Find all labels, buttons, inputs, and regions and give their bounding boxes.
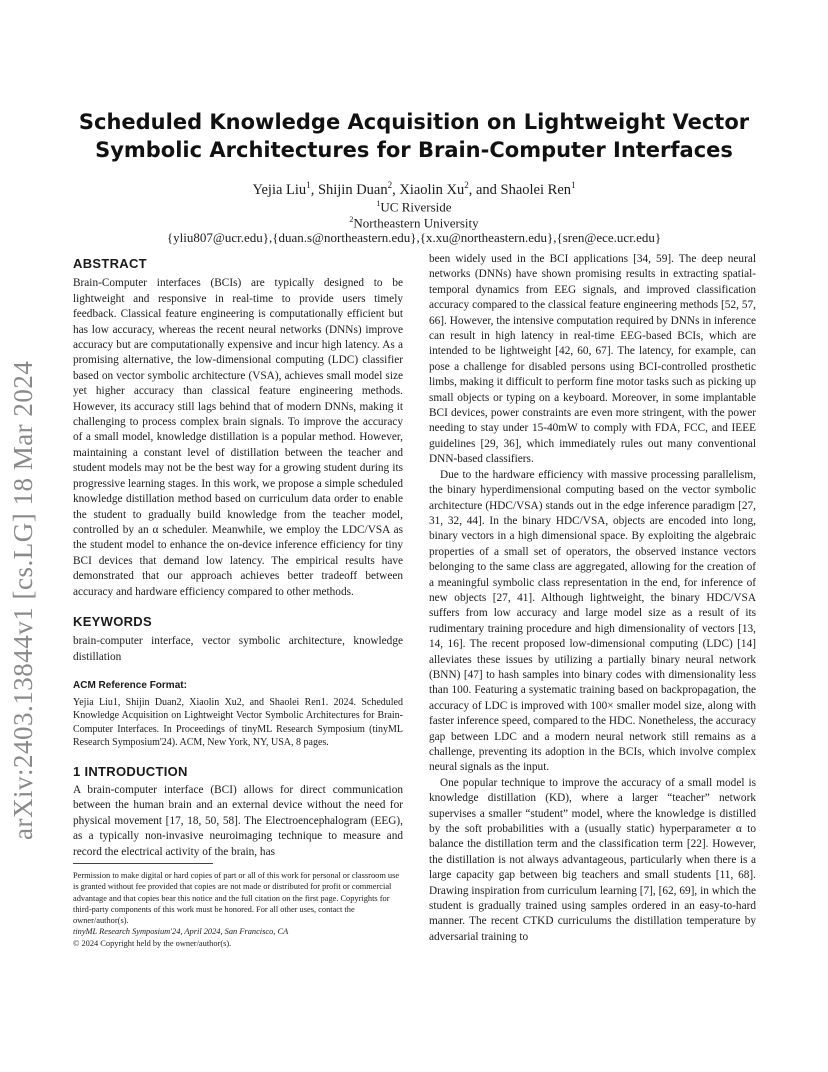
author-sup: 1	[571, 180, 576, 190]
footnote	[73, 870, 403, 949]
affiliation-2: $^2$Northeastern University	[349, 215, 479, 231]
author-name: Shaolei Ren	[500, 181, 572, 198]
intro-paragraph-1: A brain-computer interface (BCI) allows for direct communication between the human brain and an external device without the need for physical movement [17, 18, 50, 58]. The Electroencephalogram (EEG), as a typically non-invasive neuroimaging technique to measure and record the electrical activity of the brain, has	[73, 783, 403, 858]
copyright-line: © 2024 Copyright held by the owner/author(s).	[73, 938, 232, 948]
abstract-text: Brain-Computer interfaces (BCIs) are typically designed to be lightweight and responsive in real-time to provide users timely feedback. Classical feature engineering is computationally efficient but has low accuracy, whereas the recent neural networks (DNNs) improve accuracy but are computationally expensive and incur high latency. As a promising alternative, the low-dimensional computing (LDC) classifier based on vector symbolic architecture (VSA), achieves small model size yet higher accuracy than classical feature engineering methods. However, its accuracy still lags behind that of modern DNNs, making it challenging to process complex brain signals. To improve the accuracy of a small model, knowledge distillation is a popular method. However, maintaining a constant level of distillation between the teacher and student models may not be the best way for a growing student during its progressive learning stages. In this work, we propose a simple scheduled knowledge distillation method based on curriculum data order to enable the student to gradually build knowledge from the teacher model, controlled by an α scheduler. Meanwhile, we employ the LDC/VSA as the student model to enhance the on-device inference efficiency for tiny BCI devices that demand low latency. The empirical results have demonstrated that our approach achieves better tradeoff between accuracy and hardware efficiency compared to other methods.	[73, 277, 403, 598]
affiliation-1: $^1$UC Riverside	[376, 199, 452, 215]
author-name: Shijin Duan	[317, 181, 388, 198]
section-1-heading: 1 INTRODUCTION	[73, 763, 188, 779]
author-sup: 2	[387, 180, 393, 190]
author-sup: 1	[306, 180, 311, 190]
right-paragraph-3: One popular technique to improve the accuracy of a small model is knowledge distillation (KD), where a larger “teacher” network supervises a smaller “student” model, where the knowledge is distilled by the soft probabilities with a (usually static) hyperparameter α to balance the distillation term and the classification term [22]. However, the distillation is not always advantageous, particularly when there is a large capacity gap between big teachers and small students [11, 68]. Drawing inspiration from curriculum learning [7], [62, 69], in which the student is gradually trained using samples ordered in an easy-to-hard manner. The recent CTKD curriculums the distillation temperature by adversarial training to	[429, 776, 756, 943]
arxiv-stamp: arXiv:2403.13844v1 [cs.LG] 18 Mar 2024	[8, 360, 38, 840]
left-column	[73, 256, 403, 860]
paper-title	[60, 108, 768, 164]
title-line-2: Symbolic Architectures for Brain-Computer Interfaces	[95, 138, 733, 162]
keywords-heading: KEYWORDS	[73, 613, 152, 629]
author-list: Yejia Liu$^1$, Shijin Duan$^2$, Xiaolin Xu$^2$, and Shaolei Ren$^1$	[252, 180, 576, 198]
keywords-text: brain-computer interface, vector symbolic architecture, knowledge distillation	[73, 635, 403, 663]
author-sup: 2	[464, 180, 469, 190]
footnote-rule	[73, 863, 213, 864]
acm-ref-text: Yejia Liu1, Shijin Duan2, Xiaolin Xu2, and Shaolei Ren1. 2024. Scheduled Knowledge Acquisition on Lightweight Vector Symbolic Architectures for Brain-Computer Interfaces. In Proceedings of tinyML Research Symposium (tinyML Research Symposium'24). ACM, New York, NY, USA, 8 pages.	[73, 696, 403, 749]
acm-ref-heading: ACM Reference Format:	[73, 680, 187, 692]
right-paragraph-2: Due to the hardware efficiency with massive processing parallelism, the binary hyperdimensional computing based on the vector symbolic architecture (HDC/VSA) stands out in the edge inference paradigm [27, 31, 32, 44]. In the binary HDC/VSA, objects are encoded into long, binary vectors in a high dimensional space. By exploiting the algebraic properties of a small set of operators, the observed instance vectors belonging to the same class are aggregated, allowing for the creation of a meaningful symbolic class representation in the end, for inference of new objects [27, 41]. Although lightweight, the binary HDC/VSA suffers from low accuracy and large model size as a result of its rudimentary training procedure and high dimensionality of vectors [13, 14, 16]. The recent proposed low-dimensional computing (LDC) [14] alleviates these issues by utilizing a partially binary neural network (BNN) [47] to hash samples into binary codes with dimensionality less than 100. Featuring a systematic training based on backpropagation, the accuracy of LDC is improved with 100× smaller model size, along with faster inference speed, compared to the HDC. Nonetheless, the accuracy gap between LDC and a modern neural network still remains as a challenge, preventing its adoption in the BCIs, which involve complex neural signals as the input.	[429, 468, 756, 774]
right-column	[429, 252, 756, 945]
author-name: Xiaolin Xu	[399, 181, 465, 198]
permission-notice: Permission to make digital or hard copies of part or all of this work for personal or classroom use is granted without fee provided that copies are not made or distributed for profit or commercial advantage and that copies bear this notice and the full citation on the first page. Copyrights for third-party components of this work must be honored. For all other uses, contact the owner/author(s).	[73, 871, 400, 926]
author-emails: {yliu807@ucr.edu},{duan.s@northeastern.edu},{x.xu@northeastern.edu},{sren@ece.ucr.edu}	[166, 230, 662, 245]
abstract-heading: ABSTRACT	[73, 256, 147, 271]
right-paragraph-1: been widely used in the BCI applications [34, 59]. The deep neural networks (DNNs) have shown promising results in extracting spatial-temporal dynamics from EEG signals, and improved classification accuracy compared to the classical feature engineering methods [52, 57, 66]. However, the intensive computation required by DNNs in inference can result in high latency in real-time EEG-based BCIs, which are intended to be lightweight [42, 60, 67]. The latency, for example, can pose a challenge for disabled persons using BCI-controlled prosthetic limbs, making it difficult to perform fine motor tasks such as picking up small objects or typing on a keyboard. Moreover, in some implantable BCI devices, power constraints are even more stringent, with the power needing to stay under 15-40mW to comply with FDA, FCC, and IEEE guidelines [29, 36], which immediately rules out many conventional DNN-based classifiers.	[429, 253, 756, 466]
author-name: Yejia Liu	[252, 181, 307, 198]
venue-line: tinyML Research Symposium'24, April 2024, San Francisco, CA	[73, 927, 289, 937]
title-line-1: Scheduled Knowledge Acquisition on Lightweight Vector	[78, 110, 750, 134]
